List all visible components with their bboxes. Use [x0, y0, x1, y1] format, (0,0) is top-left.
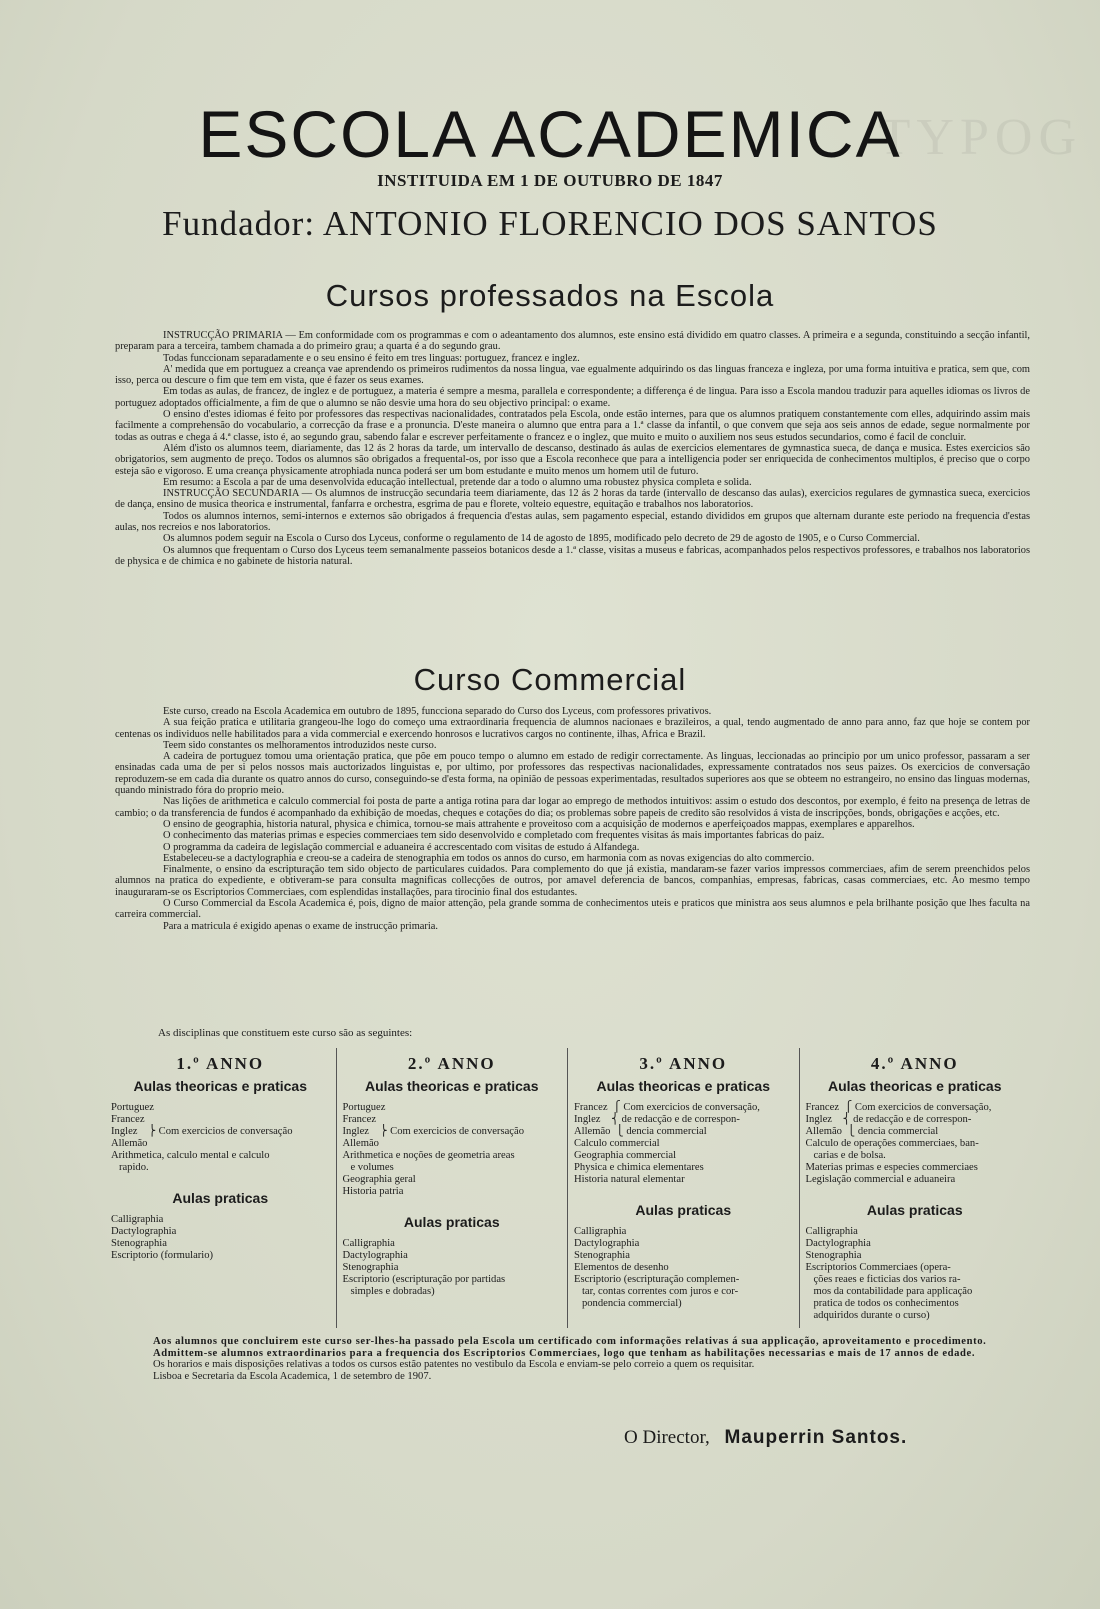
- extraordinary-students-note: Admittem-se alumnos extraordinarios para a frequencia dos Escriptorios Commerciaes, logo que tenham as habilitações necessarias e mais de 17 annos de edade.: [153, 1347, 976, 1359]
- list-item: ções reaes e ficticias dos varios ra-: [805, 1274, 961, 1285]
- list-item: Historia natural elementar: [574, 1174, 685, 1185]
- list-item: Escriptorio (formulario): [111, 1250, 214, 1261]
- list-item: Historia patria: [342, 1186, 404, 1197]
- list-item: Arithmetica, calculo mental e calculo: [111, 1150, 270, 1161]
- list-item: Calligraphia: [805, 1226, 858, 1237]
- practice-list: [111, 1214, 330, 1262]
- cursos-paragraph: Além d'isto os alumnos teem, diariamente, das 12 ás 2 horas da tarde, um intervallo de descanso, destinado ás aulas de exercicios elementares de gymnastica sueca, de dança e musica. Estes exercicios são obrigatorios, sem augmento de preço. Todos os alumnos são obrigados a frequental-os, por isso que a Escola reconhece que para a intelligencia poder ser enriquecida de conhecimentos multiplos, é preciso que o corpo esteja são e vigoroso. E uma creança physicamente atrophiada nunca poderá ser um bom estudante e muito menos um homem util de futuro.: [115, 442, 1030, 477]
- year-title: 4.º ANNO: [870, 1054, 959, 1073]
- theory-list: [111, 1102, 330, 1174]
- list-item: carias e de bolsa.: [805, 1150, 886, 1161]
- document-subtitle: INSTITUIDA EM 1 DE OUTUBRO DE 1847: [377, 171, 723, 190]
- list-item: Dactylographia: [111, 1226, 177, 1237]
- practice-list: [343, 1238, 562, 1298]
- theory-heading: Aulas theoricas e praticas: [596, 1078, 771, 1094]
- theory-list: [574, 1102, 793, 1186]
- commercial-paragraph: A cadeira de portuguez tomou uma orientação pratica, que põe em pouco tempo o alumno em estado de redigir correctamente. As linguas, leccionadas ao principio por um unico professor, passaram a ser ensinadas cada uma de per si pelos nossos mais auctorizados linguistas e, por ultimo, por professores das respectivas nacionalidades, expressamente contratados nos seus paizes. Os exercicios de conversação reproduzem-se em cada dia durante os quatro annos do curso, conseguindo-se d'esta forma, na opinião de pessoas experimentadas, resultados superiores aos que se obteem no estrangeiro, no ensino das linguas modernas, quando ministrado fóra do proprio meio.: [115, 751, 1030, 797]
- founder-line: Fundador: ANTONIO FLORENCIO DOS SANTOS: [162, 204, 938, 243]
- list-item: simples e dobradas): [342, 1286, 435, 1297]
- practice-heading: Aulas praticas: [866, 1202, 963, 1218]
- theory-list: [343, 1102, 562, 1198]
- director-name: Mauperrin Santos.: [724, 1427, 908, 1448]
- list-item: Inglez ⎬ Com exercicios de conversação: [342, 1126, 524, 1137]
- cursos-paragraph: A' medida que em portuguez a creança vae aprendendo os primeiros rudimentos da nossa lingua, vae egualmente adquirindo os das linguas franceza e ingleza, por uma forma intuitiva e pratica, sem que, com isso, perca ou descure o fim que tem em vista, que é fazer os seus exames.: [115, 363, 1030, 387]
- list-item: Calculo de operações commerciaes, ban-: [805, 1138, 979, 1149]
- list-item: tar, contas correntes com juros e cor-: [574, 1286, 739, 1297]
- list-item: adquiridos durante o curso): [805, 1310, 930, 1321]
- commercial-paragraph: Nas lições de arithmetica e calculo commercial foi posta de parte a antiga rotina para dar logar ao emprego de methodos intuitivos: assim o estudo dos descontos, por exemplo, é feito na presença de letras de cambio; o da transferencia de fundos é acompanhado da exhibição de moedas, cheques e cotações do dia; os problemas sobre papeis de credito são resolvidos á vista de inscripções, bonds, obrigações e acções, etc.: [115, 796, 1030, 819]
- cursos-paragraph: Em resumo: a Escola a par de uma desenvolvida educação intellectual, pretende dar a todo o alumno uma robustez physica completa e solida.: [163, 476, 752, 488]
- list-item: e volumes: [342, 1162, 394, 1173]
- commercial-paragraph: O ensino de geographia, historia natural, physica e chimica, tornou-se mais attrahente e proveitoso com a acquisição de modernos e aperfeiçoados mappas, exemplares e apparelhos.: [163, 818, 915, 830]
- list-item: Stenographia: [342, 1262, 399, 1273]
- commercial-paragraph: O Curso Commercial da Escola Academica é, pois, digno de maior attenção, pela grande somma de conhecimentos uteis e praticos que ministra aos seus alumnos e pela brilhante posição que lhes faculta na carreira commercial.: [115, 898, 1030, 921]
- list-item: Geographia geral: [342, 1174, 416, 1185]
- list-item: Calligraphia: [574, 1226, 627, 1237]
- list-item: Dactylographia: [805, 1238, 871, 1249]
- list-item: Portuguez: [342, 1102, 386, 1113]
- list-item: Inglez ⎨ de redacção e de correspon-: [574, 1114, 740, 1125]
- theory-list: [806, 1102, 1025, 1186]
- practice-list: [806, 1226, 1025, 1322]
- date-line: Lisboa e Secretaria da Escola Academica, 1 de setembro de 1907.: [153, 1370, 432, 1382]
- list-item: Arithmetica e noções de geometria areas: [342, 1150, 515, 1161]
- list-item: rapido.: [111, 1162, 149, 1173]
- document-title: ESCOLA ACADEMICA: [198, 97, 902, 171]
- list-item: Francez: [111, 1114, 145, 1125]
- cursos-paragraph: O ensino d'estes idiomas é feito por professores das respectivas nacionalidades, contratados pela Escola, onde estão internes, para que os alumnos pratiquem constantemente com elles, adquirindo assim mais facilmente a comprehensão do vocabulario, a correcção da frase e a pronuncia. D'este maneira o alumno que entra para a 1.ª classe da infantil, o que convem que seja aos seis annos de edade, segue normalmente por todas as outras e chega á 4.ª classe, isto é, ao segundo grau, sabendo falar e escrever perfeitamente o francez e o inglez, que muito e muito o auxiliem nos seus estudos secundarios, como é facil de concluir.: [115, 409, 1030, 443]
- theory-heading: Aulas theoricas e praticas: [827, 1078, 1002, 1094]
- year-title: 3.º ANNO: [639, 1054, 728, 1073]
- list-item: Stenographia: [111, 1238, 167, 1249]
- list-item: Stenographia: [574, 1250, 630, 1261]
- list-item: mos da contabilidade para applicação: [805, 1286, 973, 1297]
- list-item: Francez ⎧ Com exercicios de conversação,: [574, 1102, 760, 1113]
- practice-heading: Aulas praticas: [635, 1202, 732, 1218]
- theory-heading: Aulas theoricas e praticas: [364, 1078, 539, 1094]
- practice-heading: Aulas praticas: [403, 1214, 500, 1230]
- commercial-heading: Curso Commercial: [413, 662, 687, 697]
- list-item: Portuguez: [111, 1102, 154, 1113]
- commercial-paragraph: Finalmente, o ensino da escripturação tem sido objecto de particulares cuidados. Para complemento do que já existia, mandaram-se fazer varios impressos commerciaes, afim de serem preenchidos pelos alumnos na pratica do expediente, e obtiveram-se para consulta magnificas collecções de outros, por amavel deferencia de bancos, companhias, empresas, fabricas, casas commerciaes, etc. Ao mesmo tempo inauguraram-se os Escriptorios Commerciaes, com esplendidas installações, para tirocinio final dos estudantes.: [115, 864, 1030, 898]
- list-item: Allemão: [111, 1138, 148, 1149]
- commercial-paragraph: O programma da cadeira de legislação commercial e aduaneira é accrescentado com visitas de estudo á Alfandega.: [163, 841, 640, 853]
- list-item: Escriptorios Commerciaes (opera-: [805, 1262, 951, 1273]
- list-item: Geographia commercial: [574, 1150, 677, 1161]
- list-item: Calligraphia: [342, 1238, 395, 1249]
- years-table: [105, 1048, 1030, 1328]
- cursos-body: [115, 330, 1030, 567]
- cursos-paragraph: Todos os alumnos internos, semi-internos e externos são obrigados á frequencia d'estas aulas, sem pagamento especial, estando divididos em grupos que alternam durante este periodo na frequencia d'estas aulas, nos recreios e nos laboratorios.: [115, 510, 1030, 534]
- year-column-1: [105, 1048, 336, 1328]
- list-item: Allemão ⎩ dencia commercial: [805, 1126, 939, 1137]
- list-item: Escriptorio (escripturação complemen-: [574, 1274, 740, 1285]
- cursos-paragraph: Os alumnos podem seguir na Escola o Curso dos Lyceus, conforme o regulamento de 14 de agosto de 1895, modificado pelo decreto de 29 de agosto de 1905, e o Curso Commercial.: [163, 533, 920, 545]
- bleed-through-ghost: TYPOG: [878, 109, 1082, 166]
- list-item: Calligraphia: [111, 1214, 164, 1225]
- list-item: Allemão ⎩ dencia commercial: [574, 1126, 707, 1137]
- list-item: Francez ⎧ Com exercicios de conversação,: [805, 1102, 992, 1113]
- list-item: Physica e chimica elementares: [574, 1162, 704, 1173]
- commercial-paragraph: Para a matricula é exigido apenas o exame de instrucção primaria.: [163, 920, 438, 932]
- footer-notes: [115, 1336, 1030, 1382]
- commercial-paragraph: Teem sido constantes os melhoramentos introduzidos neste curso.: [163, 739, 437, 751]
- list-item: Elementos de desenho: [574, 1262, 669, 1273]
- cursos-paragraph: INSTRUCÇÃO PRIMARIA — Em conformidade com os programmas e com o adeantamento dos alumnos, este ensino está dividido em quatro classes. A primeira e a segunda, constituindo a secção infantil, preparam para a terceira, tambem chamada a do primeiro grau; a quarta é a do segundo grau.: [115, 330, 1030, 353]
- list-item: Dactylographia: [342, 1250, 408, 1261]
- cursos-heading: Cursos professados na Escola: [325, 278, 775, 313]
- list-item: Legislação commercial e aduaneira: [805, 1174, 956, 1185]
- commercial-paragraph: A sua feição pratica e utilitaria grangeou-lhe logo do começo uma extraordinaria frequencia de alumnos nacionaes e brazileiros, a qual, tendo augmentado de anno para anno, faz que hoje se contem por centenas os individuos nelle habilitados para a vida commercial e exercendo honrosos e lucrativos cargos no continente, ilhas, Africa e Brazil.: [115, 717, 1030, 740]
- year-title: 1.º ANNO: [176, 1054, 265, 1073]
- commercial-paragraph: Este curso, creado na Escola Academica em outubro de 1895, funcciona separado do Curso dos Lyceus, com professores privativos.: [163, 706, 712, 717]
- list-item: Stenographia: [805, 1250, 862, 1261]
- commercial-paragraph: O conhecimento das materias primas e especies commerciaes tem sido desenvolvido e completado com frequentes visitas ás mais importantes fabricas do paiz.: [163, 830, 825, 842]
- cursos-paragraph: Em todas as aulas, de francez, de inglez e de portuguez, a materia é sempre a mesma, parallela e correspondente; a differença é de lingua. Para isso a Escola mandou traduzir para aquelles idiomas os livros de portuguez adoptados officialmente, a fim de que o alumno se não desvie uma hora do seu objectivo principal: o exame.: [115, 386, 1030, 409]
- commercial-body: [115, 706, 1030, 932]
- year-column-3: [567, 1048, 799, 1328]
- schedules-note: Os horarios e mais disposições relativas a todos os cursos estão patentes no vestibulo da Escola e enviam-se pelo correio a quem os requisitar.: [153, 1359, 755, 1370]
- list-item: pondencia commercial): [574, 1298, 682, 1309]
- list-item: Francez: [342, 1114, 377, 1125]
- director-label: O Director,: [624, 1427, 710, 1448]
- list-item: pratica de todos os conhecimentos: [805, 1298, 959, 1309]
- commercial-paragraph: Estabeleceu-se a dactylographia e creou-se a cadeira de stenographia em todos os annos do curso, em harmonia com as novas exigencias do alto commercio.: [163, 852, 815, 864]
- practice-list: [574, 1226, 793, 1310]
- practice-heading: Aulas praticas: [172, 1190, 269, 1206]
- theory-heading: Aulas theoricas e praticas: [133, 1078, 308, 1094]
- list-item: Dactylographia: [574, 1238, 640, 1249]
- certificate-note: Aos alumnos que concluirem este curso ser-lhes-ha passado pela Escola um certificado com informações relativas á sua applicação, aproveitamento e procedimento.: [153, 1336, 987, 1347]
- disciplines-intro: As disciplinas que constituem este curso são as seguintes:: [158, 1027, 413, 1039]
- director-signature: [624, 1427, 907, 1449]
- list-item: Inglez ⎨ de redacção e de correspon-: [805, 1114, 972, 1125]
- year-column-4: [799, 1048, 1031, 1328]
- list-item: Inglez ⎬ Com exercicios de conversação: [111, 1126, 293, 1137]
- cursos-paragraph: INSTRUCÇÃO SECUNDARIA — Os alumnos de instrucção secundaria teem diariamente, das 12 ás 2 horas da tarde (intervallo de descanso das aulas), exercicios regulares de gymnastica sueca, exercicios de dança, ensino de musica theorica e instrumental, fanfarra e orchestra, esgrima de pau e florete, volteio equestre, equitação e trabalhos nos laboratorios.: [115, 488, 1030, 511]
- list-item: Calculo commercial: [574, 1138, 660, 1149]
- cursos-paragraph: Todas funccionam separadamente e o seu ensino é feito em tres linguas: portuguez, francez e inglez.: [163, 352, 580, 364]
- cursos-paragraph: Os alumnos que frequentam o Curso dos Lyceus teem semanalmente passeios botanicos desde a 1.ª classe, visitas a museus e fabricas, acompanhados pelos respectivos professores, e trabalhos nos laboratorios de physica e de chimica e no gabinete de historia natural.: [115, 544, 1030, 567]
- year-column-2: [336, 1048, 568, 1328]
- list-item: Escriptorio (escripturação por partidas: [342, 1274, 506, 1285]
- year-title: 2.º ANNO: [407, 1054, 496, 1073]
- list-item: Materias primas e especies commerciaes: [805, 1162, 978, 1173]
- list-item: Allemão: [342, 1138, 379, 1149]
